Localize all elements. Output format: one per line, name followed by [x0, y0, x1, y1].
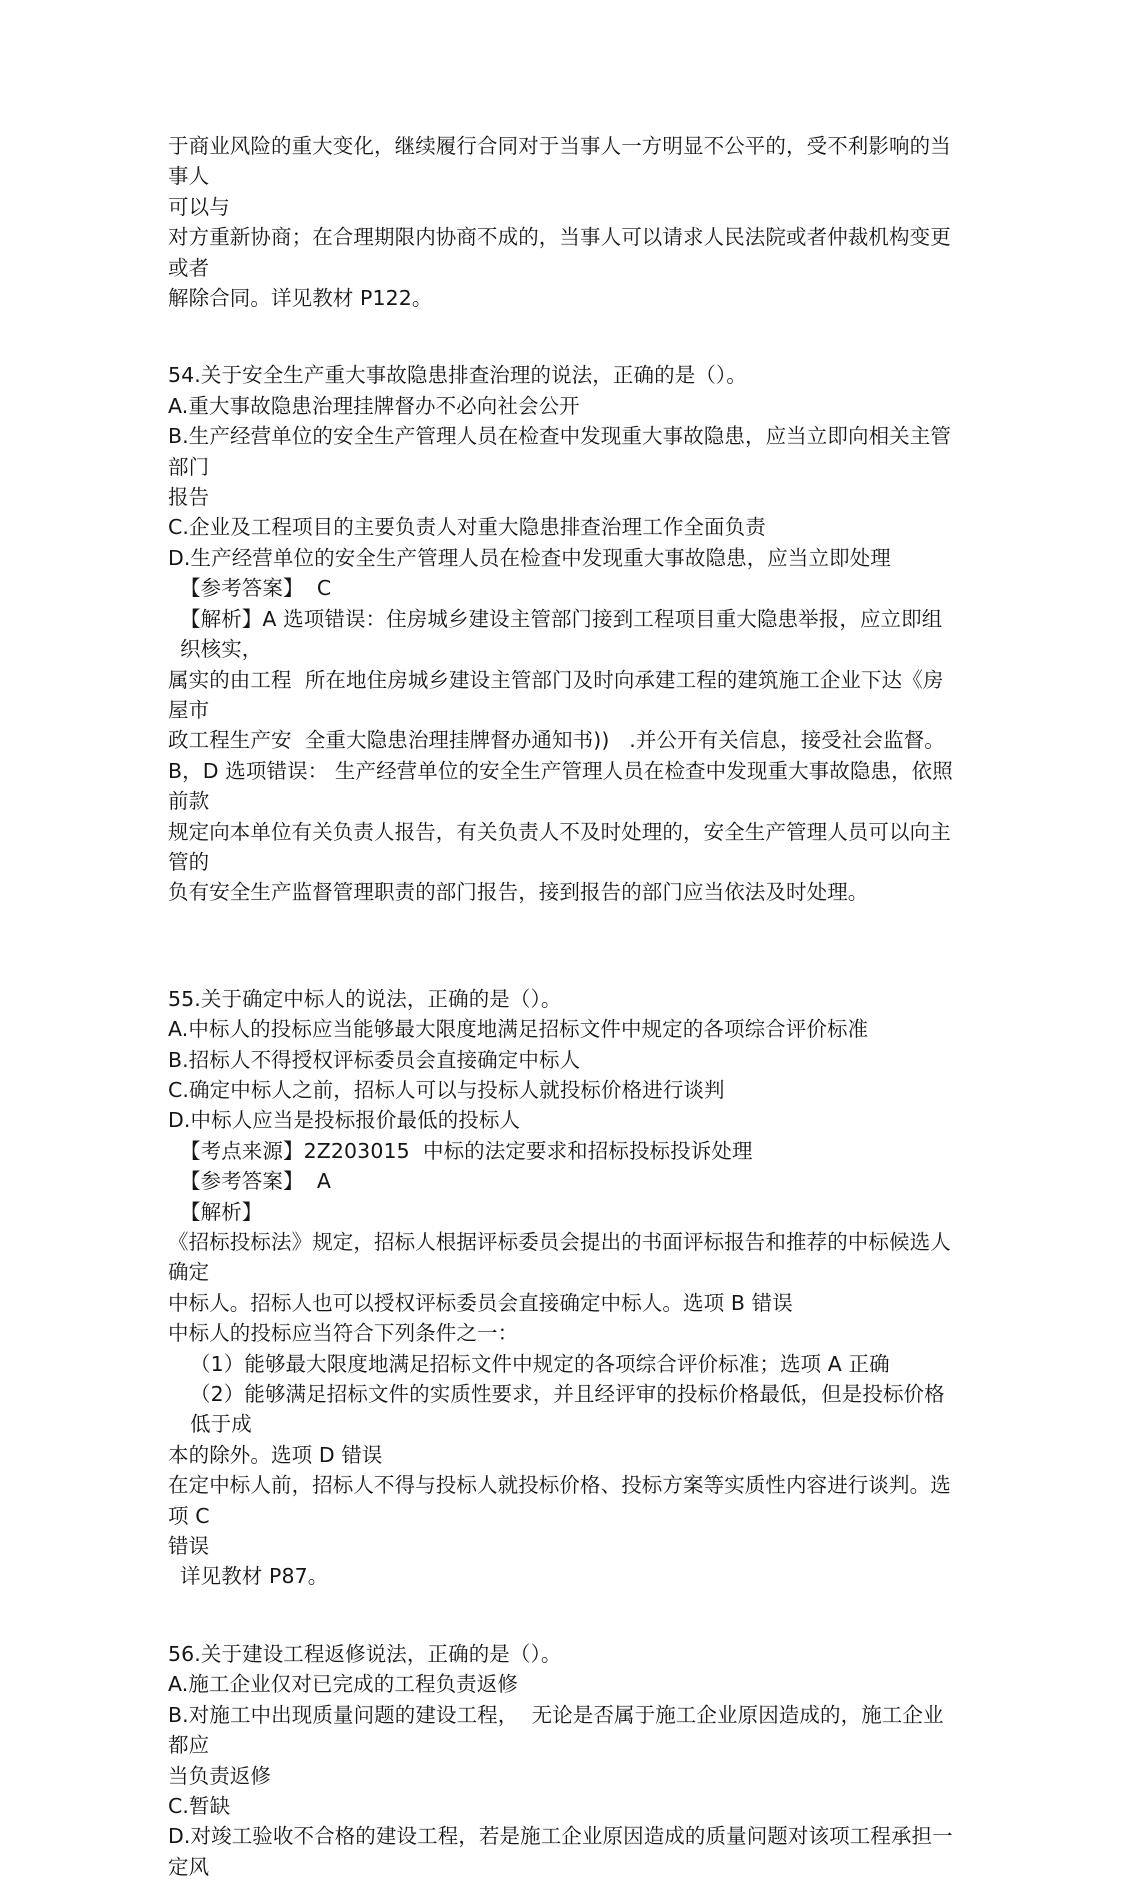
intro-line-1: 于商业风险的重大变化，继续履行合同对于当事人一方明显不公平的，受不利影响的当事人	[168, 134, 951, 189]
question-55-analysis-tail-3: 错误	[168, 1534, 210, 1559]
question-54-analysis-line-4: B，D 选项错误： 生产经营单位的安全生产管理人员在检查中发现重大事故隐患，依照前款	[168, 758, 953, 814]
question-54-option-b: B.生产经营单位的安全生产管理人员在检查中发现重大事故隐患，应当立即向相关主管部门	[168, 424, 951, 479]
question-54-answer	[168, 573, 958, 603]
question-54-answer-label: 【参考答案】	[180, 576, 304, 601]
question-55-option-b: B.招标人不得授权评标委员会直接确定中标人	[168, 1047, 581, 1072]
question-56-option-d: D.对竣工验收不合格的建设工程，若是施工企业原因造成的质量问题对该项工程承担一定风	[168, 1824, 953, 1879]
question-56-option-c: C.暂缺	[168, 1793, 231, 1818]
question-55-analysis-tail-1: 本的除外。选项 D 错误	[168, 1442, 383, 1467]
question-55-reference: 详见教材 P87。	[180, 1564, 329, 1589]
spacer-after-question-55	[168, 1592, 958, 1639]
question-55-option-c: C.确定中标人之前，招标人可以与投标人就投标价格进行谈判	[168, 1077, 725, 1102]
question-55-answer-label: 【参考答案】	[180, 1169, 304, 1194]
question-56-stem: 56.关于建设工程返修说法，正确的是（）。	[168, 1641, 562, 1666]
question-54-option-d: D.生产经营单位的安全生产管理人员在检查中发现重大事故隐患，应当立即处理	[168, 545, 891, 570]
question-54	[168, 360, 958, 907]
question-54-option-a: A.重大事故隐患治理挂牌督办不必向社会公开	[168, 393, 580, 418]
question-54-analysis-line-1: 【解析】A 选项错误：住房城乡建设主管部门接到工程项目重大隐患举报，应立即组织核实，	[180, 606, 943, 662]
question-56-option-b: B.对施工中出现质量问题的建设工程， 无论是否属于施工企业原因造成的，施工企业都应	[168, 1702, 944, 1758]
question-54-option-c: C.企业及工程项目的主要负责人对重大隐患排查治理工作全面负责	[168, 515, 766, 540]
question-56	[168, 1639, 958, 1882]
intro-paragraph	[168, 131, 958, 313]
question-55-answer-value: A	[316, 1169, 331, 1194]
spacer-after-question-54	[168, 908, 958, 984]
question-55-analysis-tail-2: 在定中标人前，招标人不得与投标人就投标价格、投标方案等实质性内容进行谈判。选项 C	[168, 1473, 951, 1528]
question-55-analysis-line-2: 中标人。招标人也可以授权评标委员会直接确定中标人。选项 B 错误	[168, 1290, 793, 1315]
question-55-answer	[168, 1166, 958, 1196]
question-55-option-d: D.中标人应当是投标报价最低的投标人	[168, 1108, 521, 1133]
question-54-analysis-line-5: 规定向本单位有关负责人报告，有关负责人不及时处理的，安全生产管理人员可以向主管的	[168, 819, 951, 874]
question-54-analysis-line-3: 政工程生产安 全重大隐患治理挂牌督办通知书)) .并公开有关信息，接受社会监督。	[168, 728, 945, 753]
intro-line-3: 对方重新协商；在合理期限内协商不成的，当事人可以请求人民法院或者仲裁机构变更或者	[168, 225, 951, 280]
question-54-stem: 54.关于安全生产重大事故隐患排查治理的说法，正确的是（）。	[168, 363, 747, 388]
question-56-option-a: A.施工企业仅对已完成的工程负责返修	[168, 1672, 518, 1697]
question-55-source: 【考点来源】2Z203015 中标的法定要求和招标投标投诉处理	[180, 1138, 753, 1163]
question-55-condition-1: （1）能够最大限度地满足招标文件中规定的各项综合评价标准；选项 A 正确	[190, 1351, 890, 1376]
intro-line-2: 可以与	[168, 194, 230, 219]
question-55-stem: 55.关于确定中标人的说法，正确的是（）。	[168, 986, 562, 1011]
document-body	[168, 131, 958, 1882]
question-55-analysis-label: 【解析】	[180, 1199, 263, 1224]
question-55-option-a: A.中标人的投标应当能够最大限度地满足招标文件中规定的各项综合评价标准	[168, 1017, 869, 1042]
question-55	[168, 984, 958, 1592]
intro-line-4: 解除合同。详见教材 P122。	[168, 286, 433, 311]
spacer-after-intro	[168, 313, 958, 360]
question-56-option-b-cont: 当负责返修	[168, 1763, 271, 1788]
question-54-option-b-cont: 报告	[168, 485, 210, 510]
question-54-analysis-line-2: 属实的由工程 所在地住房城乡建设主管部门及时向承建工程的建筑施工企业下达《房屋市	[168, 667, 944, 722]
question-55-condition-2: （2）能够满足招标文件的实质性要求，并且经评审的投标价格最低，但是投标价格低于成	[190, 1382, 945, 1437]
question-55-analysis-line-3: 中标人的投标应当符合下列条件之一：	[168, 1321, 519, 1346]
question-55-analysis-line-1: 《招标投标法》规定，招标人根据评标委员会提出的书面评标报告和推荐的中标候选人确定	[168, 1230, 951, 1285]
question-54-analysis-line-6: 负有安全生产监督管理职责的部门报告，接到报告的部门应当依法及时处理。	[168, 880, 869, 905]
question-54-answer-value: C	[316, 576, 332, 601]
